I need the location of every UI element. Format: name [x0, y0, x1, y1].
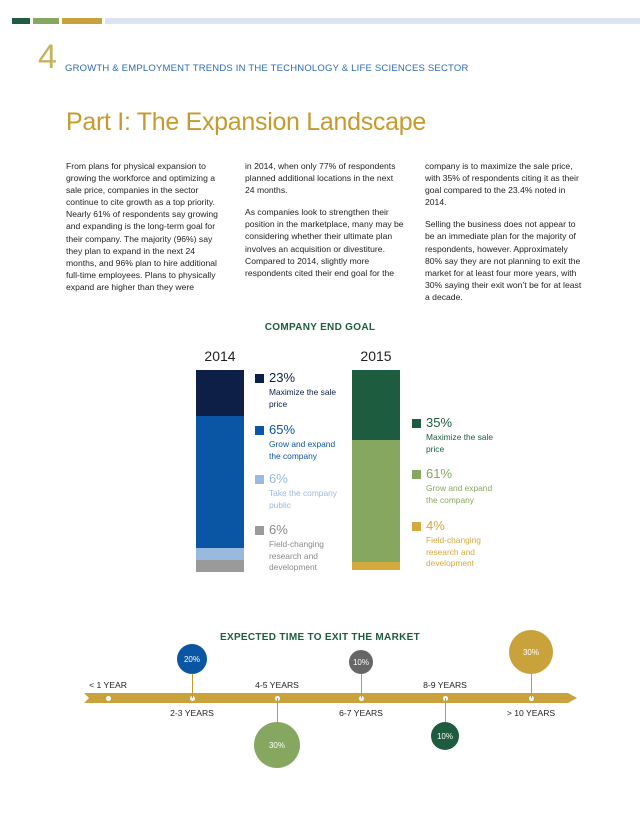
legend-swatch: [412, 470, 421, 479]
legend-swatch: [255, 475, 264, 484]
running-header: GROWTH & EMPLOYMENT TRENDS IN THE TECHNOLOGY & LIFE SCIENCES SECTOR: [65, 63, 469, 74]
legend-label: Take the company public: [269, 488, 337, 510]
timeline-arrow: [84, 690, 578, 706]
timeline-label: 4-5 YEARS: [255, 680, 299, 690]
legend-label: Maximize the sale price: [269, 387, 337, 409]
timeline-bubble: 20%: [177, 644, 207, 674]
body-column-2: [245, 160, 405, 289]
timeline-label: 8-9 YEARS: [423, 680, 467, 690]
end-goal-title: COMPANY END GOAL: [264, 322, 376, 333]
legend-percent: 4%: [426, 518, 445, 533]
legend-percent: 6%: [269, 471, 288, 486]
timeline-bubble: 30%: [509, 630, 553, 674]
legend-label: Maximize the sale price: [426, 432, 494, 454]
legend-swatch: [412, 419, 421, 428]
paragraph: Selling the business does not appear to be an immediate plan for the majority of respondents, however. Approximately 80% say they are not planning to exit the market for at least four more years, with 30% saying their exit won’t be for at least a decade.: [425, 219, 582, 302]
timeline-stem: [531, 674, 532, 698]
legend-percent: 61%: [426, 466, 453, 481]
legend-percent: 35%: [426, 415, 453, 430]
timeline-bubble: 10%: [431, 722, 459, 750]
paragraph: As companies look to strengthen their position in the marketplace, many may be considering whether their ultimate plan involves an acquisition or divestiture. Compared to 2014, slightly more respondents cited their end goal for the: [245, 207, 404, 278]
year-label-2015: 2015: [360, 348, 392, 364]
legend-label: Grow and expand the company: [426, 483, 493, 505]
timeline-stem: [192, 674, 193, 698]
legend-label: Grow and expand the company: [269, 439, 336, 461]
exit-time-title: EXPECTED TIME TO EXIT THE MARKET: [220, 632, 420, 643]
part-title: Part I: The Expansion Landscape: [66, 108, 426, 136]
timeline-bubble: 10%: [349, 650, 373, 674]
bar-segment: [352, 370, 400, 440]
timeline-stem: [361, 674, 362, 698]
bar-segment: [352, 440, 400, 562]
timeline-label: < 1 YEAR: [89, 680, 127, 690]
timeline-label: 2-3 YEARS: [170, 708, 214, 718]
top-bar-segment: [105, 18, 640, 24]
bar-segment: [196, 416, 244, 547]
timeline-dot: [106, 696, 111, 701]
legend-swatch: [412, 522, 421, 531]
legend-percent: 6%: [269, 522, 288, 537]
legend-swatch: [255, 426, 264, 435]
top-bar-segment: [33, 18, 59, 24]
top-bar-segment: [62, 18, 102, 24]
timeline-bubble: 30%: [254, 722, 300, 768]
paragraph: From plans for physical expansion to growing the workforce and optimizing a sale price, companies in the sector continue to cite growth as a top priority. Nearly 61% of respondents say growing and expanding is the long-term goal for their company. The majority (96%) say they plan to expand in the next 24 months, and 96% plan to hire additional full-time employees. Plans to physically expand are higher than they were: [66, 161, 218, 292]
paragraph: in 2014, when only 77% of respondents planned additional locations in the next 24 months.: [245, 161, 396, 196]
legend-label: Field-changing research and development: [426, 535, 481, 568]
legend-swatch: [255, 526, 264, 535]
paragraph: company is to maximize the sale price, with 35% of respondents citing it as their goal compared to the 23.4% noted in 2014.: [425, 161, 579, 208]
legend-swatch: [255, 374, 264, 383]
legend-label: Field-changing research and development: [269, 539, 324, 572]
top-bar-segment: [12, 18, 30, 24]
legend-percent: 23%: [269, 370, 296, 385]
body-column-1: [66, 160, 226, 303]
body-column-3: [425, 160, 585, 313]
timeline-label: 6-7 YEARS: [339, 708, 383, 718]
year-label-2014: 2014: [204, 348, 236, 364]
bar-segment: [196, 548, 244, 560]
bar-segment: [196, 560, 244, 572]
timeline-label: > 10 YEARS: [506, 708, 556, 718]
timeline-stem: [445, 698, 446, 722]
timeline-stem: [277, 698, 278, 722]
bar-segment: [352, 562, 400, 570]
legend-percent: 65%: [269, 422, 296, 437]
bar-segment: [196, 370, 244, 416]
page-number: 4: [38, 38, 57, 76]
